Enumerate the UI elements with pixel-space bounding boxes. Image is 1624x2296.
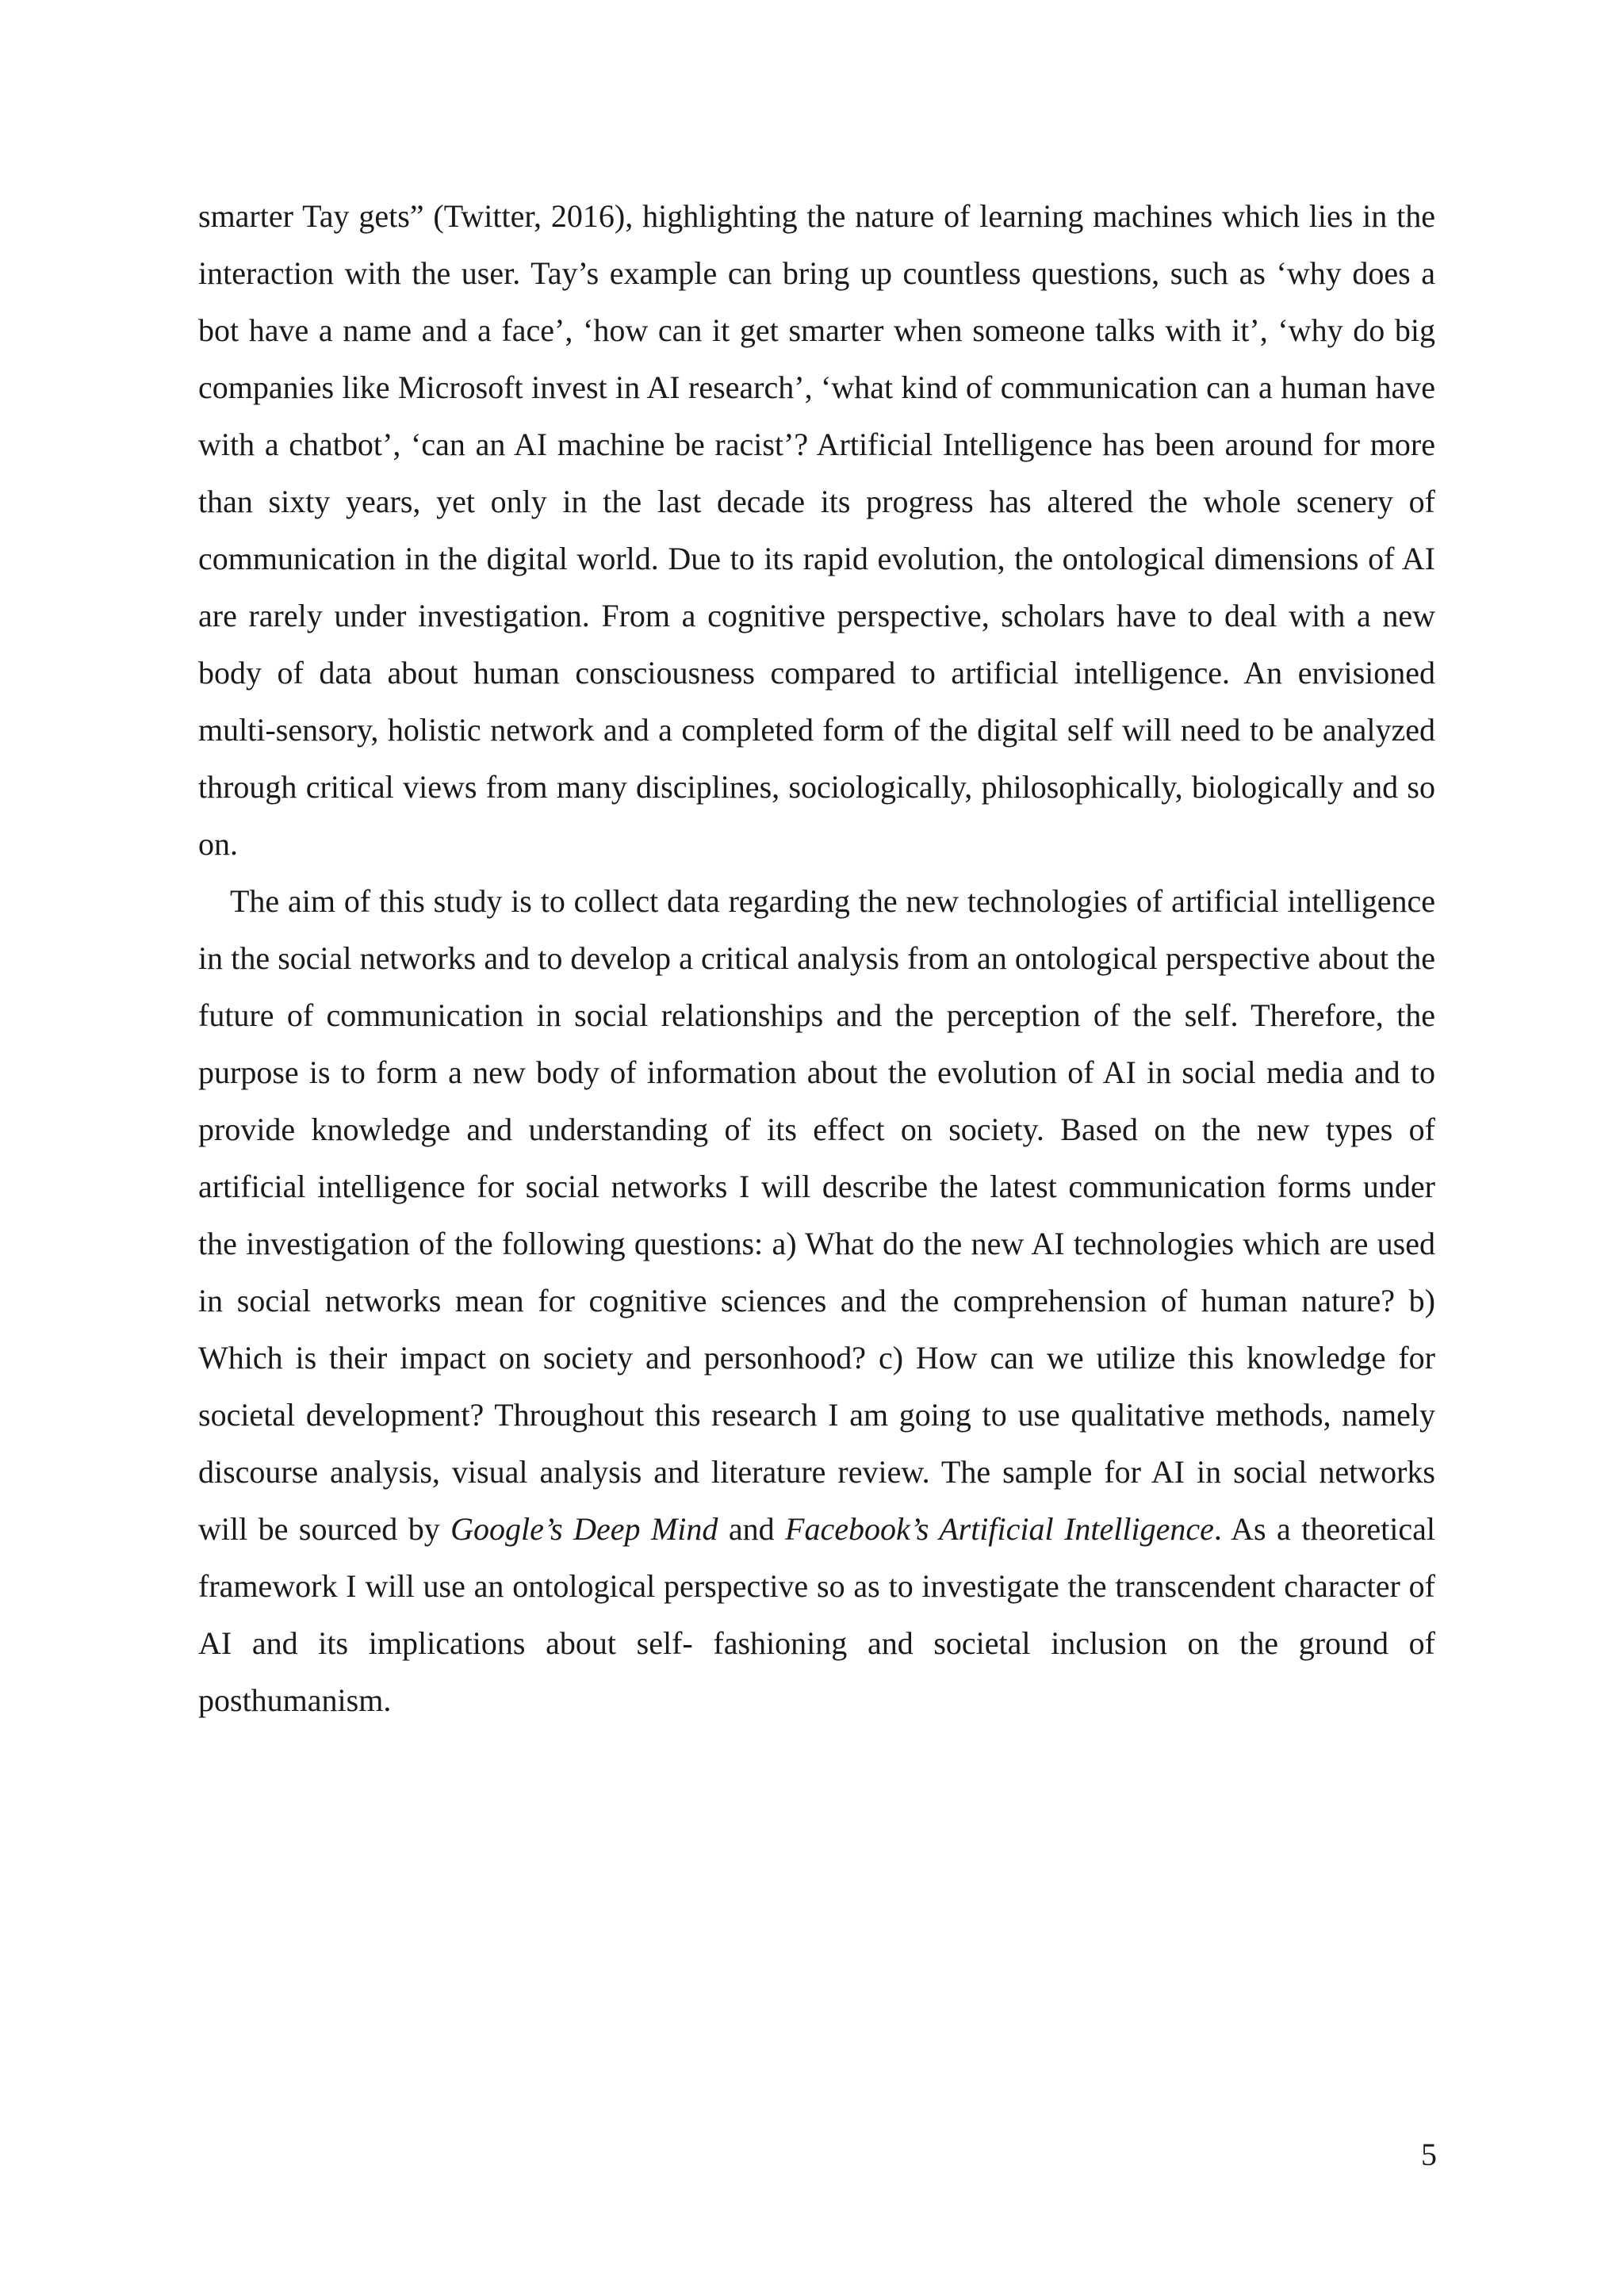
paragraph-2-text-2: and: [718, 1511, 786, 1547]
paragraph-2-text-3: . As a theoretical framework I will use an ontological perspective so as to investigate the transcendent character of AI and its implications about self- fashioning and societal inclusion on the ground of posthumanism.: [198, 1511, 1436, 1718]
paragraph-2-text-1: The aim of this study is to collect data regarding the new technologies of artificial intelligence in the social networks and to develop a critical analysis from an ontological perspective about the future of communication in social relationships and the perception of the self. Therefore, the purpose is to form a new body of information about the evolution of AI in social media and to provide knowledge and understanding of its effect on society. Based on the new types of artificial intelligence for social networks I will describe the latest communication forms under the investigation of the following questions: a) What do the new AI technologies which are used in social networks mean for cognitive sciences and the comprehension of human nature? b) Which is their impact on society and personhood? c) How can we utilize this knowledge for societal development? Throughout this research I am going to use qualitative methods, namely discourse analysis, visual analysis and literature review. The sample for AI in social networks will be sourced by: [198, 883, 1435, 1547]
page-number: 5: [1421, 2137, 1437, 2172]
google-deep-mind-title: Google’s Deep Mind: [450, 1511, 718, 1547]
body-text: [198, 188, 1435, 1729]
paragraph-2: [198, 873, 1435, 1729]
paragraph-1: smarter Tay gets” (Twitter, 2016), highlighting the nature of learning machines which lies in the interaction with the user. Tay’s example can bring up countless questions, such as ‘why does a bot have a name and a face’, ‘how can it get smarter when someone talks with it’, ‘why do big companies like Microsoft invest in AI research’, ‘what kind of communication can a human have with a chatbot’, ‘can an AI machine be racist’? Artificial Intelligence has been around for more than sixty years, yet only in the last decade its progress has altered the whole scenery of communication in the digital world. Due to its rapid evolution, the ontological dimensions of AI are rarely under investigation. From a cognitive perspective, scholars have to deal with a new body of data about human consciousness compared to artificial intelligence. An envisioned multi-sensory, holistic network and a completed form of the digital self will need to be analyzed through critical views from many disciplines, sociologically, philosophically, biologically and so on.: [198, 198, 1435, 862]
facebook-ai-title: Facebook’s Artificial Intelligence: [785, 1511, 1214, 1547]
